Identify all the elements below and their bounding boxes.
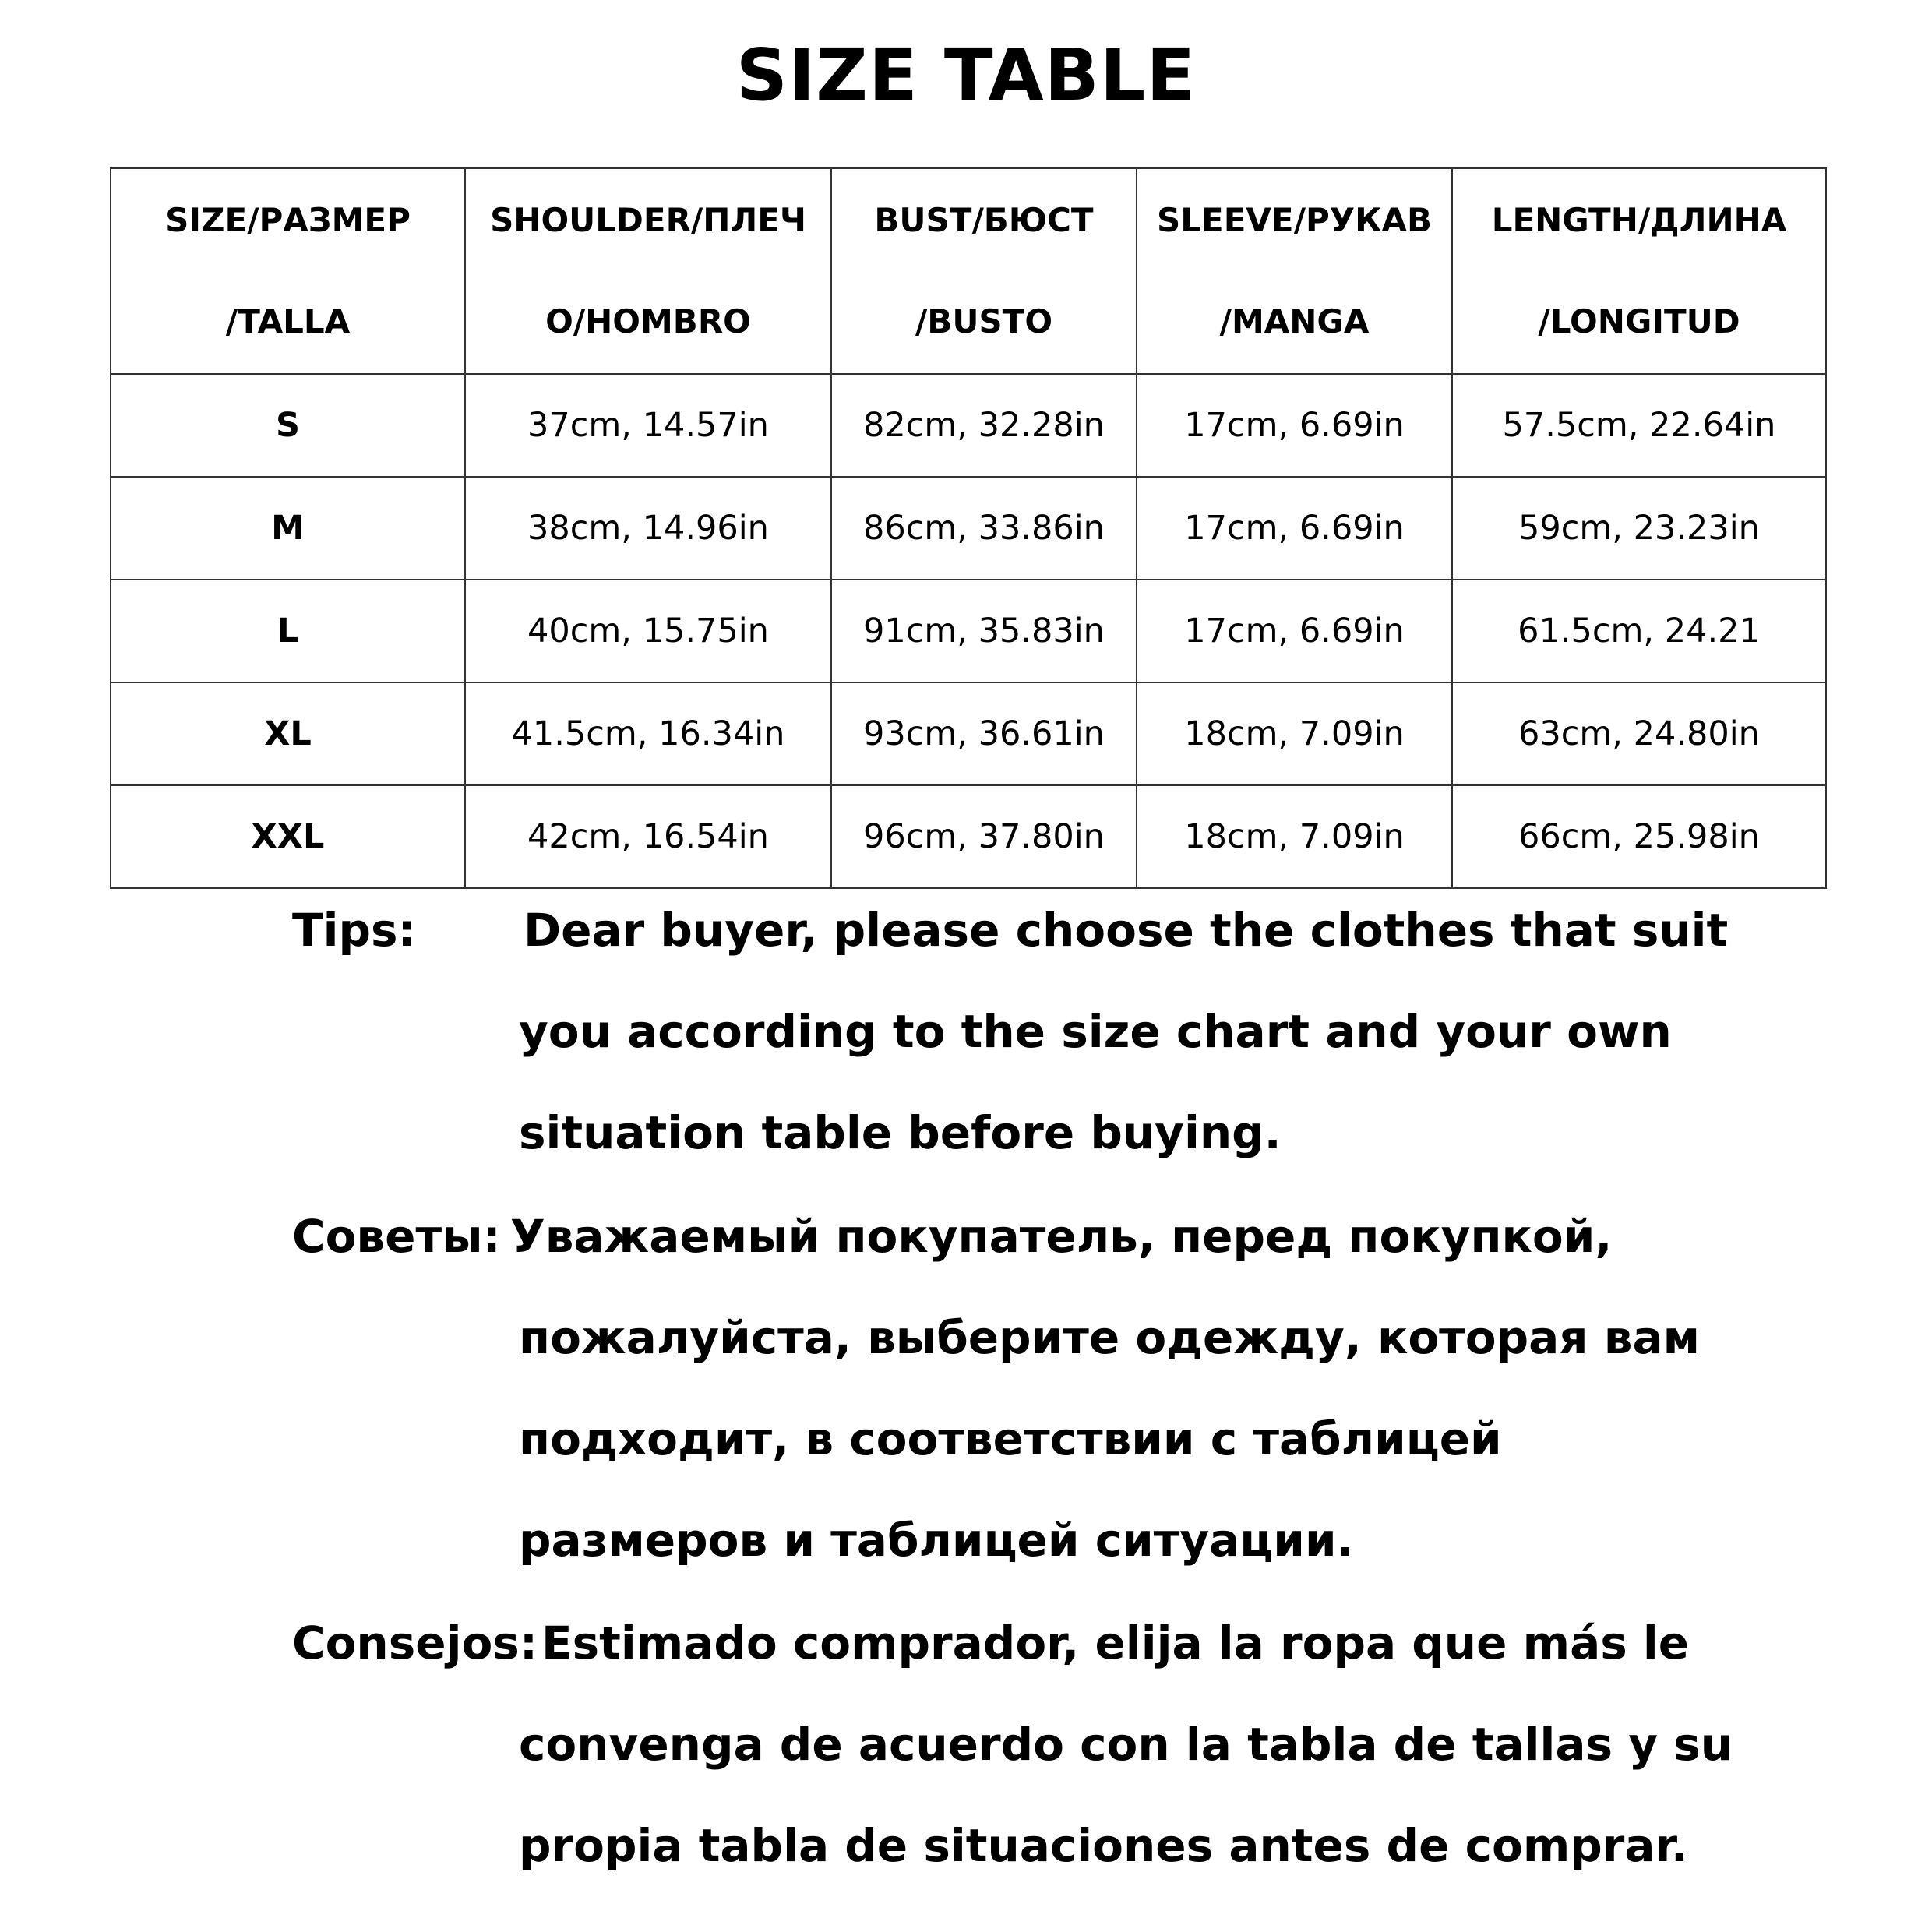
table-row — [111, 580, 1826, 682]
header-length — [1452, 168, 1826, 374]
tips-line: Dear buyer, please choose the clothes that suit — [524, 904, 1729, 957]
tips-line: пожалуйста, выберите одежду, которая вам — [519, 1311, 1700, 1364]
header-sleeve-line1: SLEEVE/РУКАВ — [1157, 201, 1432, 239]
header-shoulder-line2: O/HOMBRO — [545, 302, 751, 340]
header-sleeve-line2: /MANGA — [1219, 302, 1370, 340]
tips-label-ru: Советы: — [292, 1210, 501, 1263]
shoulder-cell: 40cm, 15.75in — [465, 580, 831, 682]
size-cell: L — [111, 580, 465, 682]
shoulder-cell: 42cm, 16.54in — [465, 785, 831, 888]
size-table — [110, 167, 1827, 889]
length-cell: 63cm, 24.80in — [1452, 682, 1826, 785]
table-row — [111, 374, 1826, 477]
tips-line: convenga de acuerdo con la tabla de tallas y su — [519, 1718, 1733, 1771]
sleeve-cell: 18cm, 7.09in — [1137, 682, 1452, 785]
header-size-line2: /TALLA — [225, 302, 351, 340]
shoulder-cell: 41.5cm, 16.34in — [465, 682, 831, 785]
table-row — [111, 477, 1826, 580]
bust-cell: 91cm, 35.83in — [831, 580, 1137, 682]
size-cell: XXL — [111, 785, 465, 888]
bust-cell: 93cm, 36.61in — [831, 682, 1137, 785]
tips-line: подходит, в соответствии с таблицей — [519, 1412, 1502, 1465]
header-length-line1: LENGTH/ДЛИНА — [1491, 201, 1787, 239]
length-cell: 61.5cm, 24.21 — [1452, 580, 1826, 682]
table-header-row — [111, 168, 1826, 374]
sleeve-cell: 17cm, 6.69in — [1137, 374, 1452, 477]
header-bust — [831, 168, 1137, 374]
tips-line: propia tabla de situaciones antes de comprar. — [519, 1819, 1688, 1872]
size-cell: XL — [111, 682, 465, 785]
length-cell: 59cm, 23.23in — [1452, 477, 1826, 580]
tips-line: Уважаемый покупатель, перед покупкой, — [510, 1210, 1613, 1263]
page-title: SIZE TABLE — [735, 33, 1197, 117]
header-bust-line1: BUST/БЮСТ — [874, 201, 1094, 239]
header-sleeve — [1137, 168, 1452, 374]
tips-line: you according to the size chart and your own — [519, 1005, 1672, 1058]
header-shoulder — [465, 168, 831, 374]
bust-cell: 86cm, 33.86in — [831, 477, 1137, 580]
header-size — [111, 168, 465, 374]
size-cell: S — [111, 374, 465, 477]
bust-cell: 96cm, 37.80in — [831, 785, 1137, 888]
shoulder-cell: 38cm, 14.96in — [465, 477, 831, 580]
sleeve-cell: 17cm, 6.69in — [1137, 580, 1452, 682]
tips-label-en: Tips: — [292, 904, 416, 957]
tips-line: размеров и таблицей ситуации. — [519, 1514, 1354, 1567]
sleeve-cell: 17cm, 6.69in — [1137, 477, 1452, 580]
tips-line: situation table before buying. — [519, 1106, 1282, 1159]
bust-cell: 82cm, 32.28in — [831, 374, 1137, 477]
size-cell: M — [111, 477, 465, 580]
table-row — [111, 682, 1826, 785]
table-row — [111, 785, 1826, 888]
header-length-line2: /LONGITUD — [1538, 302, 1740, 340]
tips-line: Estimado comprador, elija la ropa que más le — [541, 1617, 1690, 1669]
length-cell: 66cm, 25.98in — [1452, 785, 1826, 888]
header-bust-line2: /BUSTO — [915, 302, 1053, 340]
tips-label-es: Consejos: — [292, 1617, 538, 1669]
length-cell: 57.5cm, 22.64in — [1452, 374, 1826, 477]
shoulder-cell: 37cm, 14.57in — [465, 374, 831, 477]
header-size-line1: SIZE/РАЗМЕР — [165, 201, 411, 239]
sleeve-cell: 18cm, 7.09in — [1137, 785, 1452, 888]
header-shoulder-line1: SHOULDER/ПЛЕЧ — [490, 201, 806, 239]
